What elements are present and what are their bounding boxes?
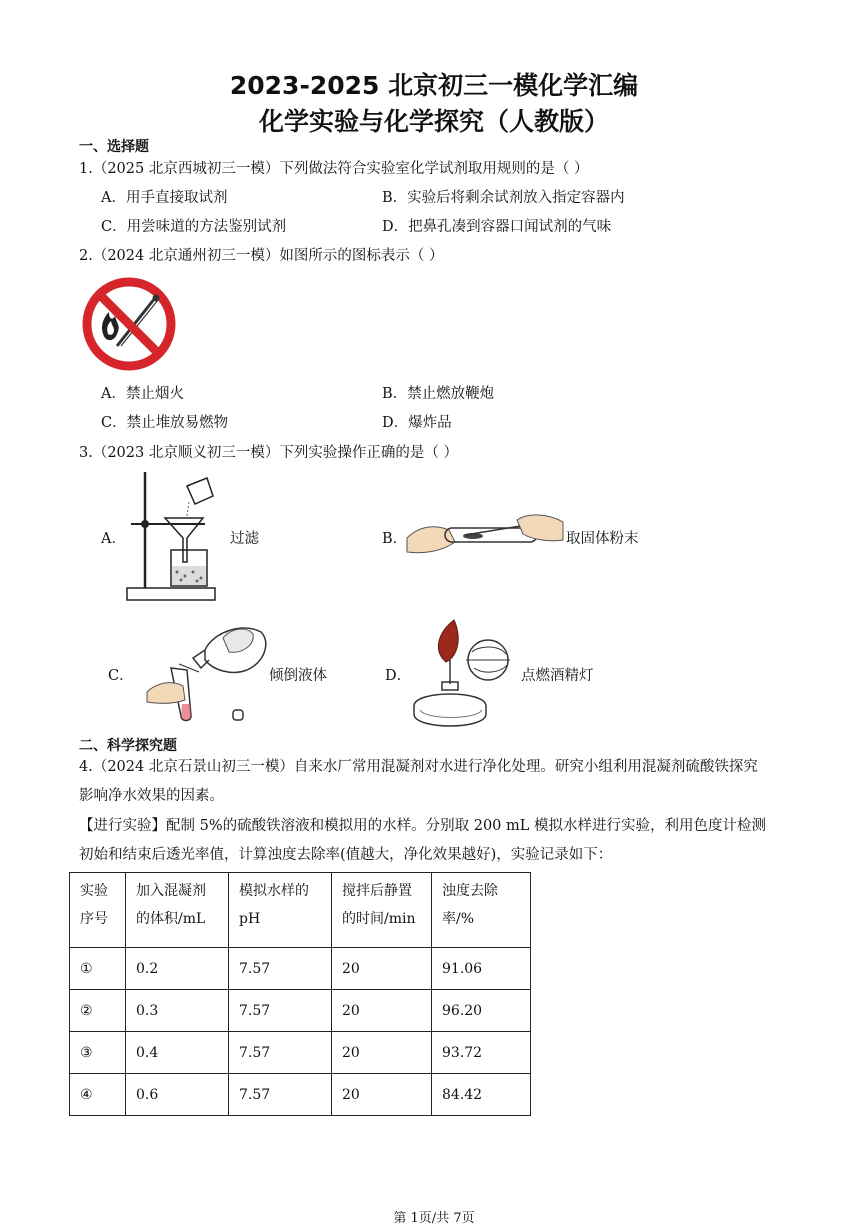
filtration-apparatus-illustration (125, 466, 220, 606)
alcohol-lamp-lighting-illustration (406, 610, 521, 736)
table-cell: 0.4 (126, 1032, 229, 1074)
table-cell: 20 (332, 1032, 432, 1074)
question-3-stem: 3.（2023 北京顺义初三一模）下列实验操作正确的是（ ） (79, 445, 458, 461)
document-subtitle: 化学实验与化学探究（人教版） (258, 107, 609, 136)
table-cell: 7.57 (229, 1074, 332, 1116)
q3-option-d-letter: D． (385, 668, 412, 684)
table-cell: 7.57 (229, 990, 332, 1032)
page-number: 第 1页/共 7页 (393, 1211, 475, 1226)
experiment-record-table (69, 872, 531, 1116)
q3-option-c-caption: 倾倒液体 (269, 668, 327, 684)
q3-option-a-letter: A． (101, 531, 126, 547)
table-cell: 20 (332, 990, 432, 1032)
q1-option-b: B．实验后将剩余试剂放入指定容器内 (382, 190, 625, 206)
table-row (70, 990, 531, 1032)
question-2-stem: 2.（2024 北京通州初三一模）如图所示的图标表示（ ） (79, 248, 444, 264)
table-header-cell: 实验序号 (70, 873, 126, 948)
q3-option-c-letter: C． (108, 668, 134, 684)
question-4-line-2: 影响净水效果的因素。 (79, 788, 224, 804)
q2-option-b: B．禁止燃放鞭炮 (382, 386, 495, 402)
test-tube-powder-illustration (405, 508, 565, 558)
q1-option-c: C．用尝味道的方法鉴别试剂 (101, 219, 287, 235)
table-header-cell: 搅拌后静置的时间/min (332, 873, 432, 948)
table-cell: ① (70, 948, 126, 990)
table-cell: ④ (70, 1074, 126, 1116)
table-cell: ③ (70, 1032, 126, 1074)
table-header-cell: 加入混凝剂的体积/mL (126, 873, 229, 948)
question-4-line-1: 4.（2024 北京石景山初三一模）自来水厂常用混凝剂对水进行净化处理。研究小组利用混凝剂硫酸铁探究 (79, 759, 758, 775)
table-header-cell: 浊度去除率/% (432, 873, 531, 948)
q3-option-d-caption: 点燃酒精灯 (521, 668, 594, 684)
table-cell: 91.06 (432, 948, 531, 990)
section-heading-inquiry: 二、科学探究题 (79, 738, 177, 754)
q2-option-c: C．禁止堆放易燃物 (101, 415, 229, 431)
table-cell: 0.2 (126, 948, 229, 990)
no-open-flame-icon (81, 276, 177, 372)
q1-option-d: D．把鼻孔凑到容器口闻试剂的气味 (382, 219, 612, 235)
table-cell: 96.20 (432, 990, 531, 1032)
q3-option-a-caption: 过滤 (230, 531, 259, 547)
q2-option-a: A．禁止烟火 (101, 386, 184, 402)
table-cell: 7.57 (229, 948, 332, 990)
table-header-row (70, 873, 531, 948)
q1-option-a: A．用手直接取试剂 (101, 190, 228, 206)
pouring-liquid-illustration (143, 608, 273, 726)
table-row (70, 948, 531, 990)
table-cell: 20 (332, 948, 432, 990)
question-4-line-4: 初始和结束后透光率值，计算浊度去除率(值越大，净化效果越好)，实验记录如下： (79, 847, 613, 863)
q3-option-b-letter: B． (382, 531, 408, 547)
table-row (70, 1032, 531, 1074)
table-cell: 0.6 (126, 1074, 229, 1116)
table-cell: 93.72 (432, 1032, 531, 1074)
question-4-line-3: 【进行实验】配制 5%的硫酸铁溶液和模拟用的水样。分别取 200 mL 模拟水样进行实验，利用色度计检测 (79, 818, 766, 834)
table-cell: 7.57 (229, 1032, 332, 1074)
table-row (70, 1074, 531, 1116)
question-1-stem: 1.（2025 北京西城初三一模）下列做法符合实验室化学试剂取用规则的是（ ） (79, 161, 589, 177)
q3-option-b-caption: 取固体粉末 (566, 531, 639, 547)
document-title: 2023-2025 北京初三一模化学汇编 (229, 71, 639, 100)
table-cell: 20 (332, 1074, 432, 1116)
section-heading-choice: 一、选择题 (79, 139, 149, 155)
table-header-cell: 模拟水样的pH (229, 873, 332, 948)
table-cell: 84.42 (432, 1074, 531, 1116)
q2-option-d: D．爆炸品 (382, 415, 452, 431)
table-cell: ② (70, 990, 126, 1032)
table-cell: 0.3 (126, 990, 229, 1032)
